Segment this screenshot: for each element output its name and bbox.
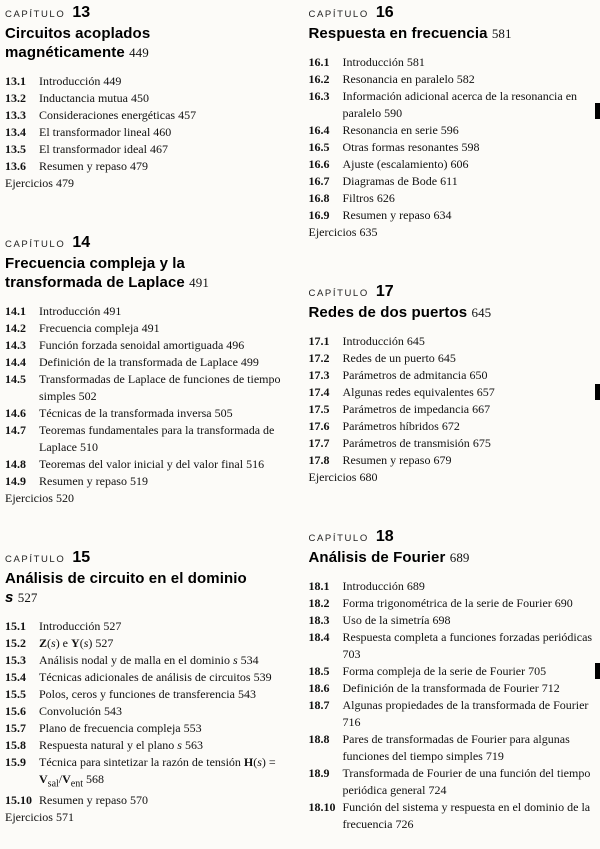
entry-page-number: 460 [153,125,172,139]
chapter-block [5,549,293,826]
toc-entry [309,469,595,486]
toc-entry [5,303,293,320]
entry-page-number: 520 [55,491,74,505]
toc-entry [5,635,293,652]
chapter-heading [309,283,595,301]
entry-number: 15.9 [5,755,26,769]
entry-page-number: 598 [461,140,480,154]
chapter-heading [5,234,293,252]
toc-entry [5,720,293,737]
entry-number: 17.1 [308,334,330,348]
entry-page-number: 568 [86,772,105,786]
toc-entry [309,122,595,139]
entry-number: 16.9 [308,208,330,222]
entry-page-number: 726 [395,817,414,831]
toc-entry [309,799,595,833]
toc-entry [5,669,293,686]
entry-page-number: 724 [428,783,447,797]
toc-entry [5,618,293,635]
toc-entry [309,629,595,663]
entry-number: 17.6 [308,419,330,433]
entry-page-number: 680 [359,470,378,484]
entry-page-number: 611 [440,174,458,188]
entry-page-number: 698 [432,613,451,627]
toc-entry [309,697,595,731]
toc-entry [309,418,595,435]
chapter-entries [5,618,293,826]
toc-entry [309,54,595,71]
entry-number: 15.5 [5,687,26,701]
entry-number: 14.3 [5,338,26,352]
chapter-number: 17 [375,283,394,300]
chapter-heading [5,4,293,22]
entry-number: 13.6 [5,159,26,173]
toc-entry [309,333,595,350]
entry-title: Respuesta completa a funciones forzadas periódicas [342,630,593,644]
entry-number: 14.7 [5,423,26,437]
entry-number: 16.4 [308,123,330,137]
chapter-label: CAPÍTULO [5,9,66,20]
entry-number: 16.2 [308,72,330,86]
chapter-entries [309,54,595,241]
entry-title: Ajuste (escalamiento) [342,157,448,171]
chapter-block [309,4,595,241]
entry-page-number: 467 [149,142,168,156]
entry-page-number: 534 [240,653,259,667]
chapter-title-text: Frecuencia compleja y la transformada de Laplace [5,255,185,291]
entry-number: 14.6 [5,406,26,420]
entry-title: Ejercicios [308,225,357,239]
entry-number: 14.4 [5,355,26,369]
chapter-label: CAPÍTULO [5,554,66,565]
entry-page-number: 491 [141,321,160,335]
entry-number: 18.9 [308,766,330,780]
entry-title: Resumen y repaso [39,474,127,488]
entry-page-number: 563 [184,738,203,752]
entry-title: Información adicional acerca de la resonancia en paralelo [342,89,578,120]
toc-entry [309,367,595,384]
toc-entry [309,71,595,88]
entry-title: Ejercicios [308,470,357,484]
entry-page-number: 570 [129,793,148,808]
toc-entry [5,737,293,754]
entry-page-number: 479 [55,176,74,190]
entry-title: Ejercicios [5,491,53,505]
entry-page-number: 510 [79,440,98,454]
chapter-title-text: Redes de dos puertos [308,304,468,321]
chapter-heading [309,4,595,22]
toc-entry [5,809,293,826]
entry-page-number: 553 [183,721,202,735]
chapter-number: 18 [375,528,394,545]
entry-page-number: 449 [103,74,122,88]
entry-page-number: 690 [554,596,573,610]
toc-entry [5,652,293,669]
chapter-block [309,283,595,486]
entry-title: Respuesta natural y el plano s [39,738,182,752]
entry-title: Resonancia en paralelo [342,72,454,86]
entry-title: Introducción [342,579,404,593]
entry-title: Definición de la transformada de Laplace [39,355,238,369]
chapter-title [5,569,253,607]
entry-title: Ejercicios [5,176,53,190]
chapter-entries [309,578,595,833]
toc-entry [5,175,293,192]
toc-entry [5,754,293,792]
entry-page-number: 667 [472,402,491,416]
toc-entry [5,686,293,703]
entry-page-number: 675 [472,436,491,450]
chapter-block [5,234,293,507]
entry-page-number: 634 [433,208,452,222]
entry-number: 18.5 [308,664,330,678]
entry-number: 17.4 [308,385,330,399]
entry-title: Parámetros híbridos [342,419,439,433]
toc-entry [5,405,293,422]
entry-title: Diagramas de Bode [342,174,438,188]
entry-page-number: 716 [342,715,361,729]
toc-entry [5,73,293,90]
entry-number: 17.8 [308,453,330,467]
entry-title: Parámetros de admitancia [342,368,467,382]
toc-entry [5,141,293,158]
entry-number: 15.6 [5,704,26,718]
toc-column-right [309,4,595,849]
page-edge-tab [595,103,600,119]
entry-number: 15.8 [5,738,26,752]
chapter-entries [5,73,293,192]
entry-title: Algunas redes equivalentes [342,385,474,399]
entry-number: 17.7 [308,436,330,450]
entry-number: 14.5 [5,372,26,386]
entry-page-number: 543 [237,687,256,701]
toc-entry [309,452,595,469]
entry-page-number: 645 [437,351,456,365]
entry-number: 14.9 [5,474,26,488]
entry-number: 15.3 [5,653,26,667]
entry-title: Polos, ceros y funciones de transferencia [39,687,235,701]
entry-page-number: 502 [78,389,97,403]
entry-number: 18.6 [308,681,330,695]
entry-number: 14.1 [5,304,26,318]
toc-entry [5,490,293,507]
chapter-page-number: 581 [491,26,512,41]
page-edge-tab [595,384,600,400]
entry-page-number: 457 [178,108,197,122]
entry-number: 17.3 [308,368,330,382]
entry-number: 18.7 [308,698,330,712]
entry-title: El transformador ideal [39,142,147,156]
entry-number: 16.1 [308,55,330,69]
entry-title: Uso de la simetría [342,613,430,627]
toc-entry [309,384,595,401]
entry-page-number: 527 [95,636,114,650]
entry-page-number: 635 [359,225,378,239]
toc-entry [5,107,293,124]
toc-entry [309,612,595,629]
entry-number: 15.4 [5,670,26,684]
entry-number: 17.2 [308,351,330,365]
chapter-label: CAPÍTULO [5,239,66,250]
toc-entry [309,173,595,190]
entry-number: 18.4 [308,630,330,644]
chapter-number: 13 [72,4,91,21]
entry-title: Resumen y repaso [39,793,127,808]
toc-entry [309,680,595,697]
entry-title: Técnicas adicionales de análisis de circuitos [39,670,251,684]
chapter-title-text: Respuesta en frecuencia [308,25,488,42]
toc-entry [309,595,595,612]
chapter-title [309,303,557,322]
chapter-number: 16 [375,4,394,21]
entry-title: Pares de transformadas de Fourier para algunas funciones del tiempo simples [342,732,570,763]
entry-title: Parámetros de impedancia [342,402,470,416]
entry-title: Introducción [39,619,101,633]
chapter-title [5,254,253,292]
chapter-number: 14 [72,234,91,251]
entry-title: Resumen y repaso [39,159,127,173]
chapter-page-number: 527 [17,590,38,605]
entry-page-number: 719 [485,749,504,763]
entry-title: Parámetros de transmisión [342,436,470,450]
entry-page-number: 450 [130,91,149,105]
entry-number: 15.10 [5,793,32,808]
entry-number: 18.10 [308,800,336,814]
entry-page-number: 689 [406,579,425,593]
toc-entry [309,731,595,765]
entry-number: 15.1 [5,619,26,633]
entry-title: Otras formas resonantes [342,140,459,154]
chapter-title [309,548,557,567]
entry-title: Filtros [342,191,374,205]
entry-page-number: 543 [104,704,122,718]
toc-entry [309,435,595,452]
entry-page-number: 491 [103,304,122,318]
chapter-label: CAPÍTULO [308,288,369,299]
entry-number: 16.3 [308,89,330,103]
entry-number: 18.8 [308,732,330,746]
entry-title: Teoremas del valor inicial y del valor final [39,457,244,471]
entry-page-number: 581 [406,55,425,69]
entry-page-number: 645 [406,334,425,348]
toc-entry [5,337,293,354]
toc-entry [309,401,595,418]
entry-title: Plano de frecuencia compleja [39,721,181,735]
entry-title: Técnica para sintetizar la razón de tensión $H(s) = V_{sal}/V_{ent}$ [39,755,276,790]
toc-entry [5,792,293,809]
toc-entry [5,124,293,141]
entry-title: Introducción [39,304,101,318]
entry-number: 13.5 [5,142,26,156]
chapter-page-number: 645 [471,305,492,320]
entry-title: Análisis nodal y de malla en el dominio s [39,653,238,667]
toc-entry [309,139,595,156]
entry-page-number: 712 [541,681,560,695]
entry-number: 16.5 [308,140,330,154]
entry-title: Ejercicios [5,810,53,825]
entry-number: 15.2 [5,636,26,650]
entry-title: Introducción [39,74,101,88]
toc-entry [309,224,595,241]
chapter-block [5,4,293,192]
entry-page-number: 479 [129,159,148,173]
toc-entry [5,703,293,720]
entry-number: 14.8 [5,457,26,471]
toc-entry [309,156,595,173]
entry-title: Técnicas de la transformada inversa [39,406,212,420]
entry-title: Forma compleja de la serie de Fourier [342,664,526,678]
entry-number: 15.7 [5,721,26,735]
entry-title: Función del sistema y respuesta en el dominio de la frecuencia [342,800,591,831]
toc-entry [5,320,293,337]
toc-entry [5,90,293,107]
chapter-title-text: Análisis de circuito en el dominio s [5,570,247,606]
entry-title: El transformador lineal [39,125,151,139]
entry-title: Transformada de Fourier de una función del tiempo periódica general [342,766,591,797]
entry-title: Transformadas de Laplace de funciones de tiempo simples [39,372,281,403]
toc-entry [309,765,595,799]
chapter-heading [5,549,293,567]
entry-page-number: 705 [528,664,547,678]
entry-number: 16.7 [308,174,330,188]
entry-title: Resonancia en serie [342,123,438,137]
toc-entry [309,578,595,595]
entry-number: 13.3 [5,108,26,122]
entry-page-number: 499 [240,355,259,369]
entry-title: Introducción [342,55,404,69]
entry-number: 13.2 [5,91,26,105]
entry-page-number: 516 [246,457,265,471]
toc-entry [5,422,293,456]
chapter-page-number: 449 [129,45,149,60]
chapter-entries [309,333,595,486]
entry-number: 16.6 [308,157,330,171]
entry-page-number: 519 [129,474,148,488]
entry-number: 18.2 [308,596,330,610]
chapter-block [309,528,595,833]
chapter-title [309,24,557,43]
entry-page-number: 596 [440,123,459,137]
entry-title: Algunas propiedades de la transformada de Fourier [342,698,589,712]
toc-entry [309,190,595,207]
entry-page-number: 626 [376,191,395,205]
toc-entry [309,350,595,367]
toc-entry [5,371,293,405]
entry-page-number: 650 [469,368,488,382]
entry-page-number: 496 [226,338,245,352]
chapter-heading [309,528,595,546]
entry-page-number: 672 [441,419,460,433]
chapter-page-number: 689 [449,550,470,565]
entry-title: Inductancia mutua [39,91,128,105]
chapter-number: 15 [72,549,91,566]
entry-number: 18.1 [308,579,330,593]
entry-title: Frecuencia compleja [39,321,139,335]
chapter-label: CAPÍTULO [308,533,369,544]
entry-number: 18.3 [308,613,330,627]
entry-page-number: 679 [433,453,452,467]
page-edge-tab [595,663,600,679]
entry-title: Definición de la transformada de Fourier [342,681,539,695]
entry-page-number: 703 [342,647,361,661]
entry-number: 14.2 [5,321,26,335]
toc-entry [309,663,595,680]
toc-column-left [5,4,293,849]
toc-entry [5,473,293,490]
chapter-entries [5,303,293,507]
entry-title: Forma trigonométrica de la serie de Fourier [342,596,552,610]
entry-number: 17.5 [308,402,330,416]
chapter-page-number: 491 [189,275,209,290]
entry-page-number: 527 [103,619,122,633]
entry-title: Resumen y repaso [342,453,431,467]
toc-entry [309,88,595,122]
entry-page-number: 582 [456,72,475,86]
chapter-title-text: Circuitos acoplados magnéticamente [5,25,151,61]
entry-page-number: 571 [55,810,74,825]
toc-entry [309,207,595,224]
entry-title: Teoremas fundamentales para la transformada de Laplace [39,423,275,454]
entry-title: Resumen y repaso [342,208,431,222]
entry-page-number: 657 [476,385,495,399]
entry-page-number: 505 [214,406,233,420]
chapter-title [5,24,253,62]
entry-title: Introducción [342,334,404,348]
entry-number: 16.8 [308,191,330,205]
chapter-title-text: Análisis de Fourier [308,549,446,566]
entry-page-number: 606 [450,157,469,171]
entry-number: 13.4 [5,125,26,139]
toc-entry [5,456,293,473]
entry-title: Convolución [39,704,101,718]
entry-page-number: 539 [253,670,272,684]
entry-title: Redes de un puerto [342,351,435,365]
entry-title: Función forzada senoidal amortiguada [39,338,224,352]
toc-entry [5,354,293,371]
chapter-label: CAPÍTULO [308,9,369,20]
entry-title: Z(s) e Y(s) [39,636,93,650]
entry-number: 13.1 [5,74,26,88]
toc-entry [5,158,293,175]
entry-title: Consideraciones energéticas [39,108,176,122]
entry-page-number: 590 [384,106,403,120]
